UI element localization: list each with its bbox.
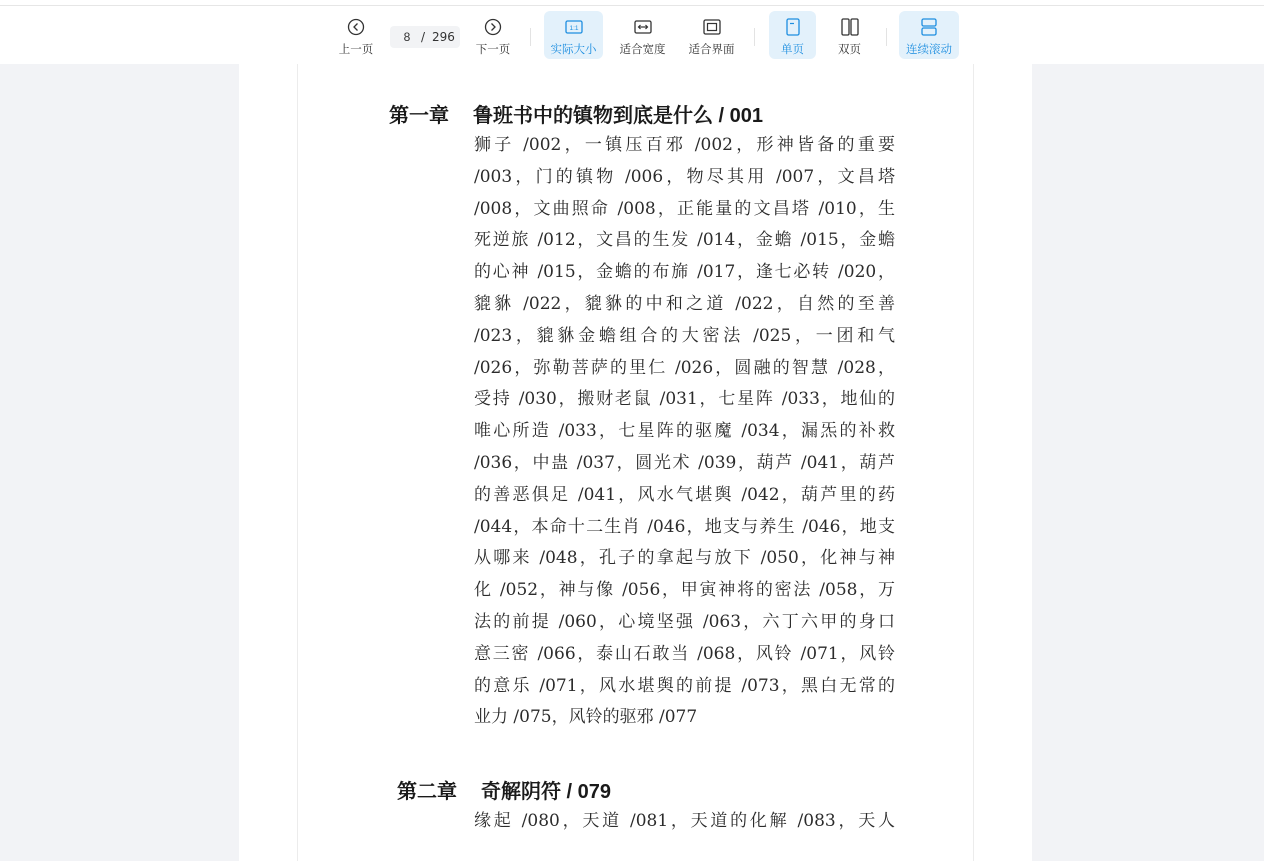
chapter-1-title: 鲁班书中的镇物到底是什么 / 001 bbox=[473, 105, 764, 127]
chapter-1-number: 第一章 bbox=[389, 105, 449, 127]
fit-width-label: 适合宽度 bbox=[619, 42, 666, 56]
toc-line: /044，本命十二生肖 /046，地支与养生 /046，地支 bbox=[474, 516, 895, 537]
toc-line: 从哪来 /048，孔子的拿起与放下 /050，化神与神 bbox=[474, 548, 895, 569]
continuous-scroll-button[interactable] bbox=[899, 11, 959, 59]
toc-line: 缘起 /080，天道 /081，天道的化解 /083，天人 bbox=[474, 811, 895, 831]
page-total: 296 bbox=[432, 30, 455, 44]
toc-line: 意三密 /066，泰山石敢当 /068，风铃 /071，风铃 bbox=[474, 643, 895, 664]
page-separator: / bbox=[421, 30, 426, 44]
actual-size-icon bbox=[564, 17, 584, 37]
chevron-right-circle-icon bbox=[483, 17, 503, 37]
toc-line: 受持 /030，搬财老鼠 /031，七星阵 /033，地仙的 bbox=[474, 389, 895, 410]
chapter-2-title: 奇解阴符 / 079 bbox=[481, 781, 612, 803]
toc-line: /023，貔貅金蟾组合的大密法 /025，一团和气 bbox=[474, 325, 895, 346]
reader-toolbar bbox=[0, 6, 1264, 64]
svg-text:1:1: 1:1 bbox=[568, 24, 579, 32]
continuous-scroll-label: 连续滚动 bbox=[906, 42, 952, 56]
prev-page-label: 上一页 bbox=[338, 42, 374, 56]
actual-size-button[interactable] bbox=[544, 11, 603, 59]
double-page-label: 双页 bbox=[838, 42, 861, 56]
page-indicator bbox=[390, 26, 460, 48]
toc-line: 的意乐 /071，风水堪舆的前提 /073，黑白无常的 bbox=[474, 675, 895, 696]
toc-line: /008，文曲照命 /008，正能量的文昌塔 /010，生 bbox=[474, 198, 895, 219]
continuous-scroll-icon bbox=[919, 17, 939, 37]
document-page bbox=[239, 64, 1032, 861]
chevron-left-circle-icon bbox=[346, 17, 366, 37]
toc-line: 狮子 /002，一镇压百邪 /002，形神皆备的重要 bbox=[474, 135, 895, 155]
toc-line: 的善恶俱足 /041，风水气堪舆 /042，葫芦里的药 bbox=[474, 484, 895, 505]
toolbar-divider bbox=[886, 28, 887, 46]
page-number-input[interactable] bbox=[396, 28, 418, 46]
single-page-icon bbox=[783, 17, 803, 37]
toc-line: 死逆旅 /012，文昌的生发 /014，金蟾 /015，金蟾 bbox=[474, 230, 895, 251]
chapter-2-number: 第二章 bbox=[397, 781, 457, 803]
toc-line: 业力 /075，风铃的驱邪 /077 bbox=[474, 707, 698, 728]
toc-line: 化 /052，神与像 /056，甲寅神将的密法 /058，万 bbox=[474, 580, 895, 601]
fit-page-button[interactable] bbox=[682, 11, 741, 59]
prev-page-button[interactable] bbox=[334, 11, 378, 59]
page-margin-guide-right bbox=[973, 64, 974, 861]
toolbar-divider bbox=[754, 28, 755, 46]
toc-line: /003，门的镇物 /006，物尽其用 /007，文昌塔 bbox=[474, 166, 895, 187]
toc-line: 貔貅 /022，貔貅的中和之道 /022，自然的至善 bbox=[474, 294, 895, 314]
fit-width-button[interactable] bbox=[613, 11, 672, 59]
next-page-label: 下一页 bbox=[475, 42, 511, 56]
next-page-button[interactable] bbox=[471, 11, 515, 59]
toc-line: /026，弥勒菩萨的里仁 /026，圆融的智慧 /028， bbox=[474, 357, 895, 378]
double-page-icon bbox=[840, 17, 860, 37]
toc-line: 唯心所造 /033，七星阵的驱魔 /034，漏炁的补救 bbox=[474, 421, 895, 442]
document-viewer[interactable] bbox=[0, 64, 1264, 861]
double-page-button[interactable] bbox=[826, 11, 873, 59]
toolbar-divider bbox=[530, 28, 531, 46]
toc-line: 的心神 /015，金蟾的布旆 /017，逢七必转 /020， bbox=[474, 262, 895, 283]
fit-width-icon bbox=[633, 17, 653, 37]
single-page-button[interactable] bbox=[769, 11, 816, 59]
toc-line: 法的前提 /060，心境坚强 /063，六丁六甲的身口 bbox=[474, 612, 895, 632]
fit-page-icon bbox=[702, 17, 722, 37]
toc-line: /036，中蛊 /037，圆光术 /039，葫芦 /041，葫芦 bbox=[474, 453, 895, 473]
single-page-label: 单页 bbox=[781, 42, 804, 56]
page-margin-guide-left bbox=[297, 64, 298, 861]
actual-size-label: 实际大小 bbox=[550, 42, 597, 56]
fit-page-label: 适合界面 bbox=[688, 42, 735, 56]
